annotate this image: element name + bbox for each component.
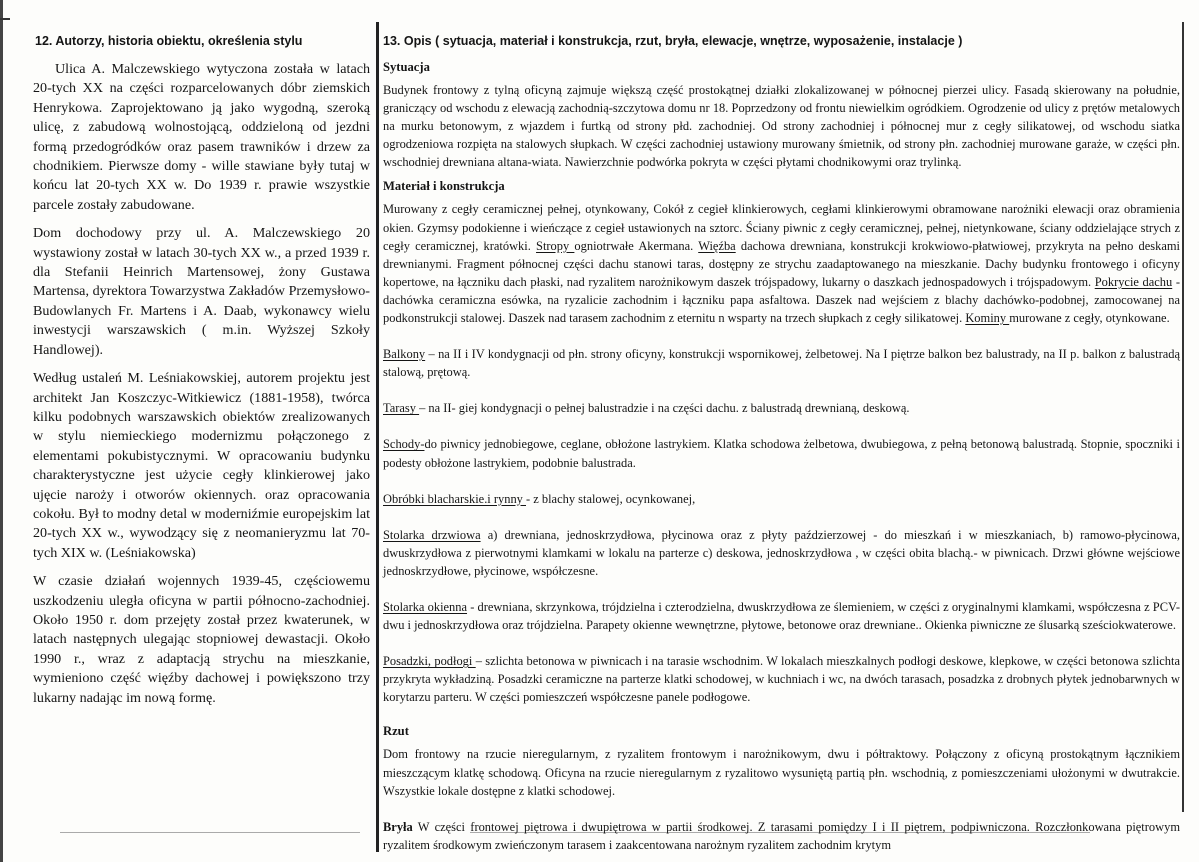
text-segment: - dachówka ceramiczna esówka, na ryzalicie zachodnim i łączniku papa asfaltowa. Daszek nad wejściem z blachy dachówko-podobnej, zamocowanej na podkonstrukcji stalowej. Daszek nad tarasem zachodnim z eternitu n wsparty na trzech słupkach z cegły silikatowej. bbox=[383, 274, 1180, 326]
column-divider bbox=[376, 22, 379, 852]
section-13-heading: 13. Opis ( sytuacja, materiał i konstrukcja, rzut, bryła, elewacje, wnętrze, wyposażenie, instalacje ) bbox=[383, 34, 963, 48]
text-segment: Rzut bbox=[383, 724, 409, 739]
underlined-term: Balkony bbox=[383, 347, 426, 362]
description-paragraph bbox=[383, 399, 1180, 417]
section-13-description bbox=[383, 34, 1180, 862]
description-paragraph bbox=[383, 490, 1180, 508]
description-paragraph bbox=[383, 598, 1180, 634]
history-paragraph: Dom dochodowy przy ul. A. Malczewskiego 20 wystawiony został w latach 30-tych XX w., a przed 1939 r. dla Stefanii Heinrich Martensowej, żony Gustawa Martensa, dyrektora Towarzystwa Zakładów Przemysłowo-Budowlanych Fr. Martens i A. Daab, wykonawcy wielu inwestycji warszawskich ( m.in. Wyższej Szkoły Handlowej). bbox=[33, 225, 370, 358]
section-12-heading: 12. Autorzy, historia obiektu, określenia stylu bbox=[35, 34, 303, 48]
top-rule bbox=[0, 18, 10, 20]
text-segment: – na II i IV kondygnacji od płn. strony oficyny, konstrukcji wspornikowej, żelbetowej. Na I piętrze balkon bez balustrady, na II p. balkon z balustradą stalową, prętową. bbox=[383, 347, 1180, 380]
section-12-history bbox=[33, 34, 370, 717]
text-segment: - drewniana, skrzynkowa, trójdzielna i czterodzielna, dwuskrzydłowa ze ślemieniem, w części z oryginalnymi klamkami, współczesna z PCV- dwu i jednoskrzydłowa oraz trójdzielna. Parapety okienne wewnętrzne, płytowe, betonowe oraz drewniane.. Okienka piwniczne ze ślusarką sześciokwaterowe. bbox=[383, 599, 1180, 633]
underlined-term: Więźba bbox=[698, 238, 736, 253]
scan-edge bbox=[0, 0, 3, 862]
description-paragraph bbox=[383, 200, 1180, 327]
description-paragraph bbox=[383, 818, 1180, 854]
text-segment: ogniotrwałe Akermana. bbox=[574, 238, 699, 253]
description-paragraph bbox=[383, 745, 1180, 799]
text-segment: do piwnicy jednobiegowe, ceglane, obłożone lastrykiem. Klatka schodowa żelbetowa, dwubiegowa, z pełną betonową balustradą. Stopnie, spoczniki i podesty obłożone lastrykiem, podobnie balustrada. bbox=[383, 437, 1180, 470]
text-segment: dachowa drewniana, konstrukcji krokwiowo-płatwiowej, przykryta na pełno deskami drewnianymi. Fragment północnej części dachu stanowi taras, dostępny ze strychu zaadaptowanego na mieszkanie. Dachy budynku frontowego i oficyny kopertowe, na łączniku dach płaski, nad ryzalitem narożnikowym daszek trójspadowy, lukarny o daszkach jednospadowych i trójspadowym. bbox=[383, 238, 1181, 289]
history-paragraph: W czasie działań wojennych 1939-45, częściowemu uszkodzeniu uległa oficyna w partii północno-zachodniej. Około 1950 r. dom przejęty został przez kwaterunek, w latach następnych ulegając stopniowej dewastacji. Około 1990 r., wraz z adaptacją strychu na mieszkanie, wymieniono część więźby dachowej i powiększono trzy lukarny nadając im nową formę. bbox=[33, 573, 370, 706]
text-segment: a) drewniana, jednoskrzydłowa, płycinowa oraz z płyty paździerzowej - do mieszkań i w mieszkaniach, b) ramowo-płycinowa, dwuskrzydłowa z pierwotnymi klamkami w lokalu na parterze c) deskowa, jednoskrzydłowa , w części obita blachą.- w piwnicach. Drzwi główne wejściowe jednoskrzydłowe, płycinowe, współczesne. bbox=[383, 527, 1180, 578]
text-segment: Sytuacja bbox=[383, 60, 430, 74]
text-segment: W części frontowej piętrowa i dwupiętrowa w partii środkowej. Z tarasami pomiędzy I i II piętrem, podpiwniczona. Rozczłonkowana piętrowym ryzalitem środkowym zwieńczonym tarasem i zaakcentowana narożnym ryzalitem zachodnim krytym bbox=[383, 819, 1180, 852]
text-segment: Materiał i konstrukcja bbox=[383, 179, 505, 194]
text-segment: - z blachy stalowej, ocynkowanej, bbox=[526, 491, 696, 506]
underlined-term: Pokrycie dachu bbox=[1094, 274, 1173, 289]
underlined-term: Tarasy bbox=[383, 401, 420, 416]
underlined-term: Stolarka okienna bbox=[383, 599, 468, 614]
text-segment: murowane z cegły, otynkowane. bbox=[1009, 311, 1170, 326]
right-border bbox=[1182, 22, 1184, 812]
underlined-term: Kominy bbox=[965, 311, 1010, 326]
subsection-heading bbox=[383, 60, 1180, 75]
underlined-term: Stolarka drzwiowa bbox=[383, 527, 481, 542]
description-blocks bbox=[383, 60, 1180, 854]
underlined-term: Schody- bbox=[383, 437, 425, 452]
subsection-heading bbox=[383, 179, 1180, 194]
text-segment: – na II- giej kondygnacji o pełnej balustradzie i na części dachu. z balustradą drewnianą, deskową. bbox=[419, 401, 910, 416]
text-segment: – szlichta betonowa w piwnicach i na tarasie wschodnim. W lokalach mieszkalnych podłogi deskowe, klepkowe, w części betonowa szlichta przykryta wykładziną. Posadzki ceramiczne na parterze klatki schodowej, w kuchniach i wc, na dwóch tarasach, posadzka z drobnych płytek jednobarwnych w korytarzu parteru. W części pomieszczeń współczesne panele podłogowe. bbox=[383, 654, 1180, 705]
bold-term: Bryła bbox=[383, 819, 413, 834]
description-paragraph bbox=[383, 81, 1180, 171]
history-paragraph: Ulica A. Malczewskiego wytyczona została w latach 20-tych XX na części rozparcelowanych dóbr ziemskich Henrykowa. Zaprojektowano ją jako wygodną, szeroką ulicę, z zabudową wolnostojącą, oddzieloną od jezdni formą przedogródków oraz pasem trawników i drzew za chodnikiem. Pierwsze domy - wille stawiane były tutaj w końcu lat 20-tych XX w. Do 1939 r. prawie wszystkie parcele zostały zabudowane. bbox=[33, 61, 370, 213]
text-segment: Dom frontowy na rzucie nieregularnym, z ryzalitem frontowym i narożnikowym, dwu i półtraktowy. Połączony z oficyną prostokątnym łącznikiem mieszczącym klatkę schodową. Oficyna na rzucie nieregularnym z ryzalitowo wysuniętą partią płn. wschodnią, z pomieszczeniami ułożonymi w dwutrakcie. Wszystkie lokale dostępne z klatki schodowej. bbox=[383, 747, 1180, 798]
description-paragraph bbox=[383, 652, 1180, 706]
underlined-term: Posadzki, podłogi bbox=[383, 654, 476, 669]
bottom-rule bbox=[60, 832, 360, 833]
underlined-term: Obróbki blacharskie.i rynny bbox=[383, 491, 526, 506]
text-segment: Budynek frontowy z tylną oficyną zajmuje większą część prostokątnej działki zlokalizowanej w północnej pierzei ulicy. Fasadą skierowany na południe, graniczący od wschodu z elewacją zachodnią-szczytowa domu nr 18. Poprzedzony od frontu niewielkim ogródkiem. Ogrodzenie od ulicy z prętów metalowych na murku betonowym, z wjazdem i furtką od strony płd. zachodniej. Od strony zachodniej i północnej mur z cegły silikatowej, od wschodu siatka ogrodzeniowa rozpięta na stalowych słupkach. W części zachodniej ustawiony murowany śmietnik, od strony płn. zachodniej murowane garaże, w części płn. wschodniej drewniana altana-wiata. Nawierzchnie podwórka pokryta w części płytami chodnikowymi oraz trylinką. bbox=[383, 83, 1180, 170]
subsection-heading bbox=[383, 724, 1180, 739]
underlined-term: Stropy bbox=[536, 238, 575, 253]
description-paragraph bbox=[383, 345, 1180, 381]
text-segment: Murowany z cegły ceramicznej pełnej, otynkowany, Cokół z cegieł klinkierowych, cegłami klinkierowymi obramowane narożniki elewacji oraz obramienia okien. Gzymsy podokienne i wieńczące z cegieł ustawionych na sztorc. Ściany piwnic z cegły ceramicznej, pełnej, nietynkowane, ściany oddzielające strych z cegły ceramicznej, kratówki. bbox=[383, 202, 1180, 253]
description-paragraph bbox=[383, 435, 1180, 471]
history-paragraph: Według ustaleń M. Leśniakowskiej, autorem projektu jest architekt Jan Koszczyc-Witkiewicz (1881-1958), twórca kilku podobnych warszawskich obiektów zrealizowanych w stylu niemieckiego modernizmu połączonego z elementami pokubistycznymi. W opracowaniu budynku charakterystyczne jest użycie cegły klinkierowej jako ujęcie naroży i otworów okiennych. oraz opracowania cokołu. Był to modny detal w moderniźmie europejskim lat 20-tych XX w., wywodzący się z neomanieryzmu lat 70-tych XIX w. (Leśniakowska) bbox=[33, 370, 370, 561]
description-paragraph bbox=[383, 526, 1180, 580]
